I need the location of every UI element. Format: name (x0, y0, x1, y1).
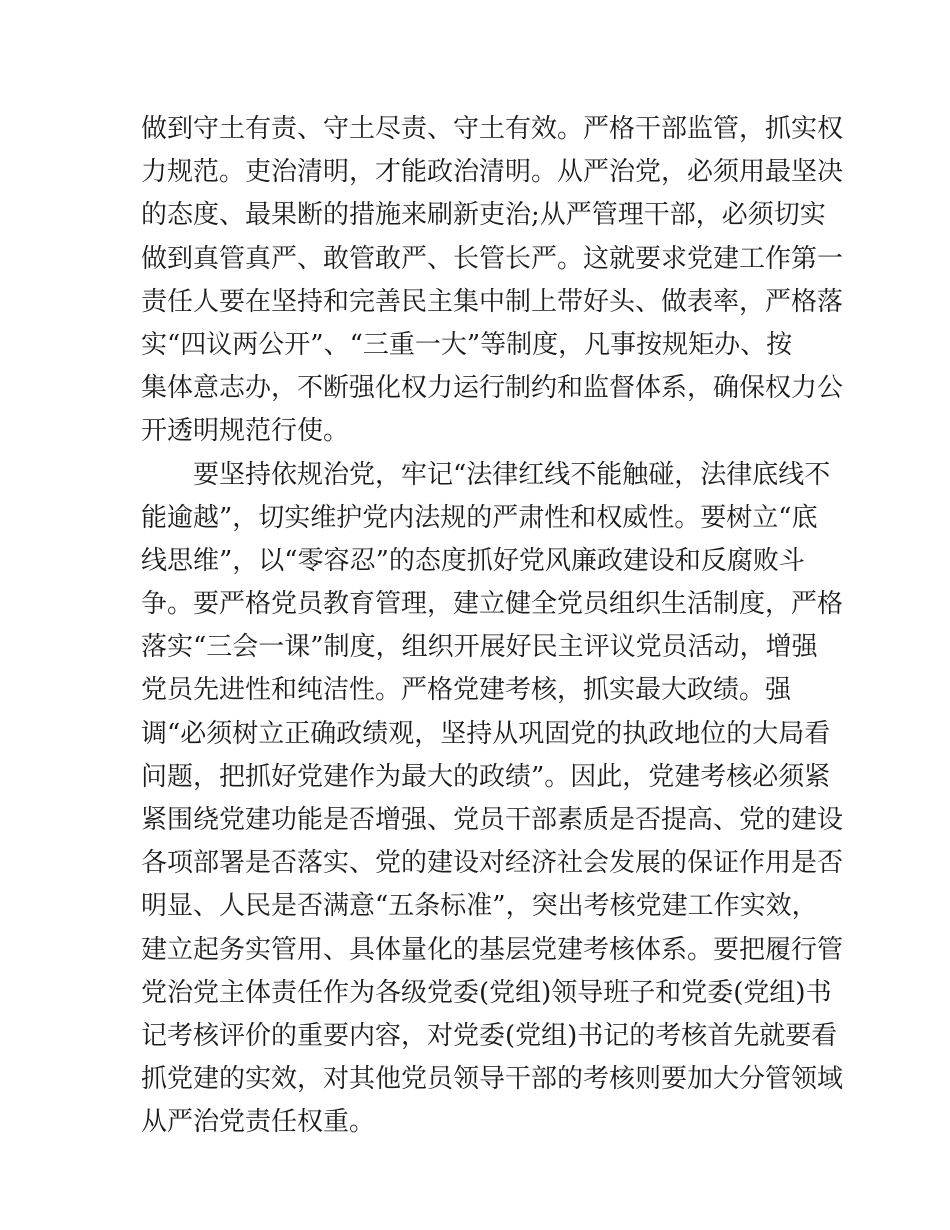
text-line: 紧围绕党建功能是否增强、党员干部素质是否提高、党的建设 (141, 805, 844, 835)
body-text (141, 108, 844, 1145)
text-line: 能逾越”，切实维护党内法规的严肃性和权威性。要树立“底 (141, 502, 818, 533)
text-line: 调“必须树立正确政绩观，坚持从巩固党的执政地位的大局看 (141, 718, 831, 749)
text-line: 明显、人民是否满意“五条标准”，突出考核党建工作实效， (141, 891, 818, 922)
text-line: 实“四议两公开”、“三重一大”等制度，凡事按规矩办、按 (141, 329, 793, 360)
text-line: 落实“三会一课”制度，组织开展好民主评议党员活动，增强 (141, 632, 818, 663)
text-line: 做到真管真严、敢管敢严、长管长严。这就要求党建工作第一 (141, 243, 844, 274)
text-line: 的态度、最果断的措施来刷新吏治;从严管理干部，必须切实 (141, 200, 826, 231)
text-line: 从严治党责任权重。 (141, 1107, 376, 1138)
text-line: 各项部署是否落实、党的建设对经济社会发展的保证作用是否 (141, 848, 844, 879)
text-line: 力规范。吏治清明，才能政治清明。从严治党，必须用最坚决 (141, 157, 844, 188)
text-line: 责任人要在坚持和完善民主集中制上带好头、做表率，严格落 (141, 286, 844, 317)
text-line: 建立起务实管用、具体量化的基层党建考核体系。要把履行管 (141, 934, 844, 965)
text-line: 记考核评价的重要内容，对党委(党组)书记的考核首先就要看 (141, 1020, 838, 1051)
text-line: 党治党主体责任作为各级党委(党组)领导班子和党委(党组)书 (141, 977, 832, 1008)
text-line: 开透明规范行使。 (141, 416, 350, 447)
text-line: 问题，把抓好党建作为最大的政绩”。因此，党建考核必须紧 (141, 761, 831, 792)
text-line: 党员先进性和纯洁性。严格党建考核，抓实最大政绩。强 (141, 675, 792, 706)
text-line: 集体意志办，不断强化权力运行制约和监督体系，确保权力公 (141, 373, 844, 404)
text-line: 争。要严格党员教育管理，建立健全党员组织生活制度，严格 (141, 589, 844, 620)
text-line: 抓党建的实效，对其他党员领导干部的考核则要加大分管领域 (141, 1064, 844, 1095)
text-line: 线思维”，以“零容忍”的态度抓好党风廉政建设和反腐败斗 (141, 545, 805, 576)
text-line: 做到守土有责、守土尽责、守土有效。严格干部监管，抓实权 (141, 114, 844, 144)
paragraph-start-line: 要坚持依规治党，牢记“法律红线不能触碰，法律底线不 (141, 459, 831, 490)
